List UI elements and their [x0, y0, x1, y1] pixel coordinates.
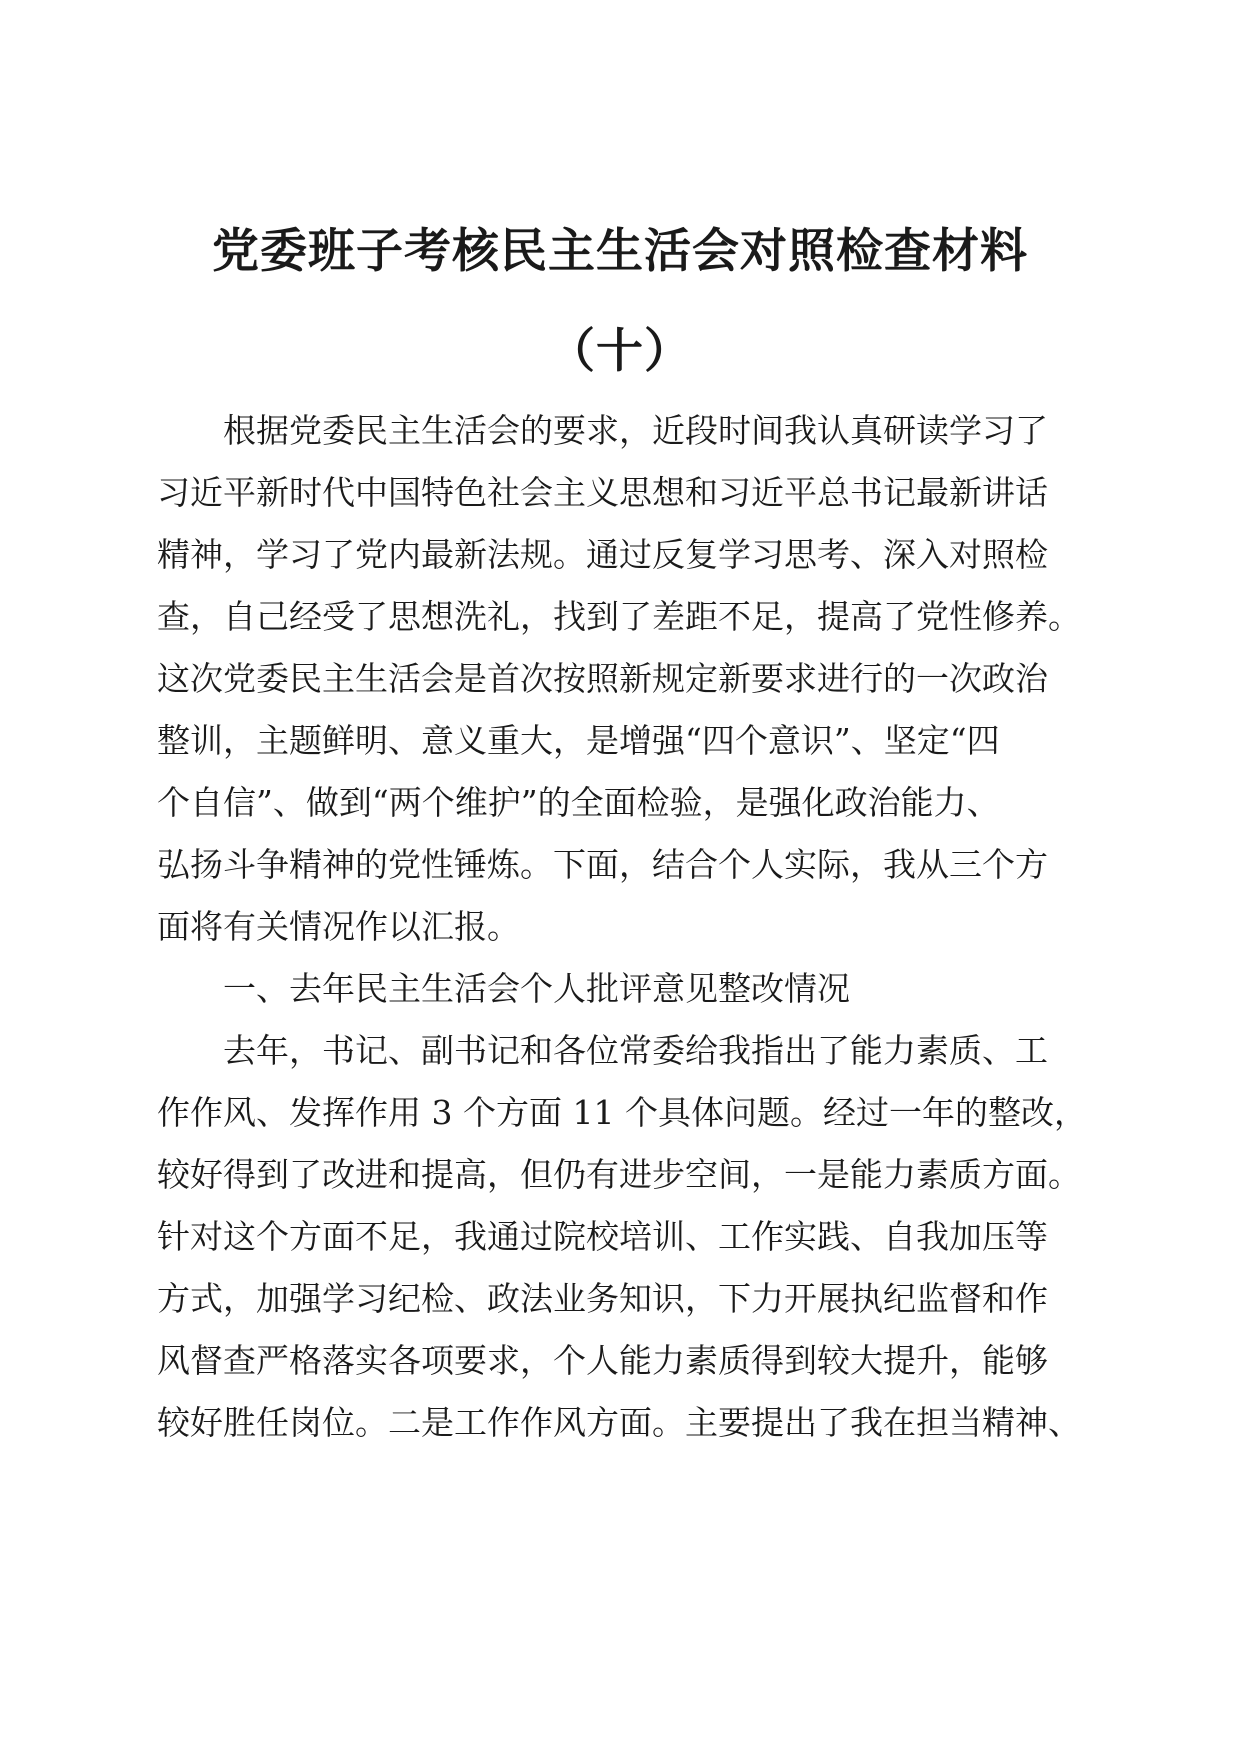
document-subtitle: （十）: [548, 324, 692, 379]
paragraph-2-line-7: 较好胜任岗位。二是工作作风方面。主要提出了我在担当精神、: [157, 1403, 1081, 1442]
paragraph-1-line-6: 整训，主题鲜明、意义重大，是增强“四个意识”、坚定“四: [157, 721, 1000, 760]
paragraph-1-line-9: 面将有关情况作以汇报。: [157, 907, 520, 946]
paragraph-1-line-1: 根据党委民主生活会的要求，近段时间我认真研读学习了: [223, 411, 1048, 450]
paragraph-2-line-1: 去年，书记、副书记和各位常委给我指出了能力素质、工: [223, 1031, 1048, 1070]
section-heading-1: 一、去年民主生活会个人批评意见整改情况: [223, 969, 850, 1008]
paragraph-1-line-5: 这次党委民主生活会是首次按照新规定新要求进行的一次政治: [157, 659, 1048, 698]
paragraph-1-line-8: 弘扬斗争精神的党性锤炼。下面，结合个人实际，我从三个方: [157, 845, 1048, 884]
paragraph-1-line-4: 查，自己经受了思想洗礼，找到了差距不足，提高了党性修养。: [157, 597, 1081, 636]
paragraph-2-line-3: 较好得到了改进和提高，但仍有进步空间，一是能力素质方面。: [157, 1155, 1081, 1194]
document-title: 党委班子考核民主生活会对照检查材料: [212, 224, 1028, 279]
paragraph-2-line-4: 针对这个方面不足，我通过院校培训、工作实践、自我加压等: [157, 1217, 1048, 1256]
paragraph-2-line-6: 风督查严格落实各项要求，个人能力素质得到较大提升，能够: [157, 1341, 1048, 1380]
paragraph-1-line-3: 精神，学习了党内最新法规。通过反复学习思考、深入对照检: [157, 535, 1048, 574]
paragraph-2-line-2: 作作风、发挥作用 3 个方面 11 个具体问题。经过一年的整改，: [157, 1093, 1087, 1132]
paragraph-2-line-5: 方式，加强学习纪检、政法业务知识，下力开展执纪监督和作: [157, 1279, 1048, 1318]
document-body: [157, 400, 1087, 1454]
paragraph-1-line-7: 个自信”、做到“两个维护”的全面检验，是强化政治能力、: [157, 783, 1000, 822]
paragraph-1-line-2: 习近平新时代中国特色社会主义思想和习近平总书记最新讲话: [157, 473, 1048, 512]
